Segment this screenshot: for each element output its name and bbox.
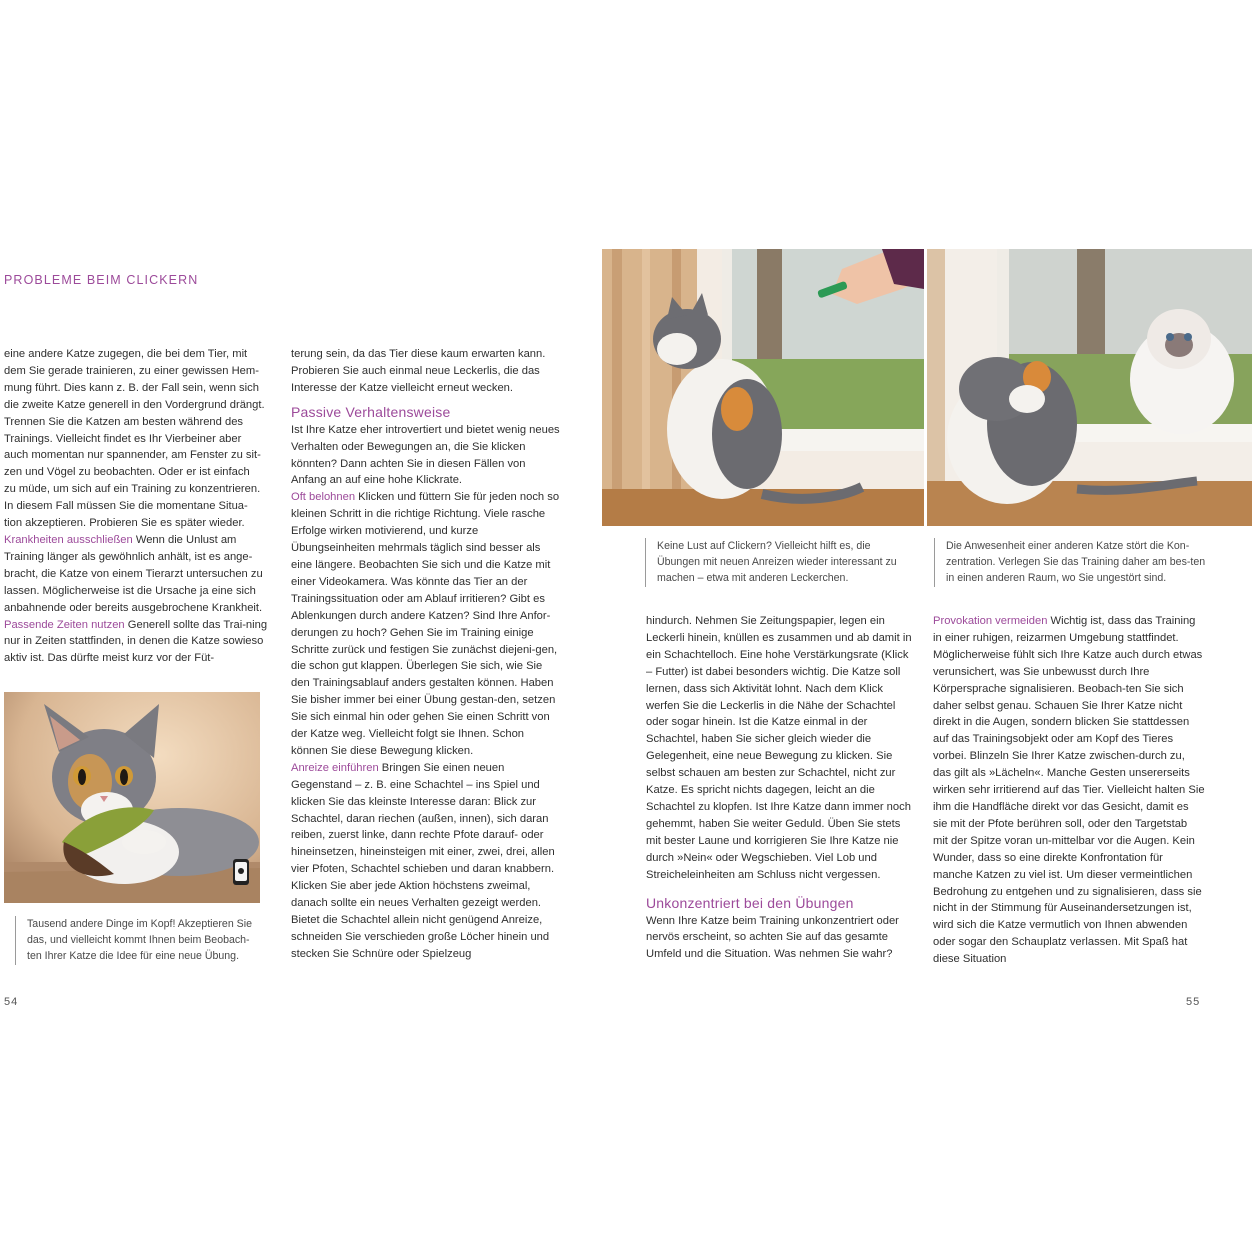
column2-top: terung sein, da das Tier diese kaum erwarten kann. Probieren Sie auch einmal neue Leckerlis, die das Interesse der Katze vielleicht erneut wecken.	[291, 348, 546, 394]
paragraph-text: Wenn die Unlust am Training länger als gewöhnlich anhält, ist es ange-bracht, die Katze von einem Tierarzt untersuchen zu lassen. Möglicherweise ist die Ursache ja eine sich anbahnende oder bereits ausgebrochene Krankheit.	[4, 533, 263, 614]
left-column-1	[4, 346, 272, 667]
info-icon	[233, 859, 249, 885]
line-8: zen und Vögel zu beobachten. Oder er ist einfach	[4, 466, 250, 479]
column1-paragraph-2	[4, 532, 272, 617]
paragraph-text: Bringen Sie einen neuen Gegenstand – z. B. eine Schachtel – ins Spiel und klicken Sie das kleinste Interesse daran: Blick zur Schachtel, daran riechen (außen, innen), sich daran reiben, zuerst linke, dann rechte Pfote darauf- oder hineinsetzen, hineinsteigen mit einer, zwei, drei, allen vier Pfoten, Schachtel schieben und daran knabbern. Klicken Sie aber jede Aktion höchstens zweimal, danach sollte ein neues Verhalten gezeigt werden. Bietet die Schachtel allein nicht genügend Anreize, schneiden Sie verschieden große Löcher hinein und stecken Sie Schnüre oder Spielzeug	[291, 761, 555, 960]
cat-treat-photo	[602, 249, 924, 526]
heading-unkonzentriert: Unkonzentriert bei den Übungen	[646, 894, 854, 911]
line-6: Trainings. Vielleicht findet es Ihr Vierbeiner aber	[4, 432, 242, 445]
caption-two-cats: Die Anwesenheit einer anderen Katze stört die Kon-zentration. Verlegen Sie das Training daher am bes-ten in einen anderen Raum, wo Sie ungestört sind.	[934, 538, 1208, 587]
section-label: PROBLEME BEIM CLICKERN	[4, 273, 199, 287]
lead-in: Oft belohnen	[291, 491, 356, 504]
caption-treat: Keine Lust auf Clickern? Vielleicht hilft es, die Übungen mit neuen Anreizen wieder interessant zu machen – etwa mit anderen Leckerchen.	[645, 538, 907, 587]
page-number-left: 54	[4, 996, 19, 1008]
two-cats-photo	[927, 249, 1252, 526]
paragraph-text: Generell sollte das Trai-ning nur in Zeiten stattfinden, in denen die Katze sowieso aktiv ist. Das dürfte meist kurz vor der Füt-	[4, 618, 268, 665]
line-10: In diesem Fall müssen Sie die momentane Situa-	[4, 500, 248, 513]
lead-in: Passende Zeiten nutzen	[4, 618, 125, 631]
column1-paragraph-3	[4, 617, 272, 668]
line-3: mung führt. Dies kann z. B. der Fall sein, wenn sich	[4, 381, 259, 394]
line-2: dem Sie gerade trainieren, zu einer gewissen Hem-	[4, 364, 259, 377]
right-column-2	[933, 613, 1205, 968]
lead-in: Provokation vermeiden	[933, 615, 1048, 627]
kitten-caption: Tausend andere Dinge im Kopf! Akzeptieren Sie das, und vielleicht kommt Ihnen beim Beobach-ten Ihrer Katze die Idee für eine neue Übung.	[15, 916, 262, 965]
page-number-right: 55	[1186, 996, 1201, 1008]
column1-paragraph-1	[4, 346, 272, 532]
heading-passive: Passive Verhaltensweise	[291, 403, 451, 420]
right-column-1	[646, 613, 914, 963]
paragraph-text: Klicken und füttern Sie für jeden noch so kleinen Schritt in die richtige Richtung. Viele rasche Erfolge wirken motivierend, und kurze Übungseinheiten mehrmals täglich sind besser als eine längere. Beobachten Sie sich und die Katze mit einer Videokamera. Was könnte das Tier an der Trainingssituation oder am Ablauf irritieren? Gibt es Ablenkungen durch andere Katzen? Sind Ihre Anfor-derungen zu hoch? Gehen Sie im Training einige Schritte zurück und festigen Sie zunächst diejeni-gen, die schon gut klappen. Überlegen Sie sich, wie Sie den Trainingsablauf anders gestalten können. Haben Sie bisher immer bei einer Übung gestan-den, setzen Sie sich einmal hin oder gehen Sie einen Schritt von der Katze weg. Vielleicht folgt sie Ihnen. Schon können Sie diese Bewegung klicken.	[291, 491, 560, 757]
column3-paragraph-1: hindurch. Nehmen Sie Zeitungspapier, legen ein Leckerli hinein, knüllen es zusammen und ab damit in ein Schachtelloch. Eine hohe Verstärkungsrate (Klick – Futter) ist dabei besonders wichtig. Die Katze soll lernen, dass sich Aktivität lohnt. Nach dem Klick werfen Sie die Leckerlis in die Nähe der Schachtel oder sogar hinein. Ist die Katze einmal in der Schachtel, haben Sie sicher gleich wieder die Gelegenheit, eine neue Bewegung zu klicken. Sie selbst schauen am besten zur Schachtel, nicht zur Katze. Es spricht nichts dagegen, leicht an die Schachtel zu klopfen. Ist Ihre Katze dann immer noch gehemmt, haben Sie weiter Geduld. Üben Sie stets mit bester Laune und korrigieren Sie Ihre Katze nie durch »Nein« oder Wegschieben. Viel Lob und Streicheleinheiten am Schluss nicht vergessen.	[646, 615, 912, 881]
line-9: zu müde, um sich auf ein Training zu konzentrieren.	[4, 483, 261, 496]
column2-paragraph-1: Ist Ihre Katze eher introvertiert und bietet wenig neues Verhalten oder Bewegungen an, die Sie klicken könnten? Dann achten Sie in diesen Fällen von Anfang an auf eine hohe Klickrate.	[291, 423, 560, 487]
line-4: die zweite Katze generell in den Vordergrund drängt.	[4, 398, 265, 411]
column2-paragraph-3	[291, 760, 561, 963]
column4-paragraph	[933, 613, 1205, 968]
line-5: Trennen Sie die Katzen am besten während des	[4, 415, 244, 428]
lead-in: Krankheiten ausschließen	[4, 533, 133, 546]
left-column-2	[291, 346, 561, 963]
line-1: eine andere Katze zugegen, die bei dem Tier, mit	[4, 348, 248, 360]
line-7: auch momentan nur spannender, am Fenster zu sit-	[4, 449, 261, 462]
column2-paragraph-2	[291, 489, 561, 760]
kitten-photo	[4, 692, 260, 903]
column3-paragraph-2: Wenn Ihre Katze beim Training unkonzentriert oder nervös erscheint, so achten Sie auf das gesamte Umfeld und die Situation. Was nehmen Sie wahr?	[646, 914, 899, 961]
lead-in: Anreize einführen	[291, 761, 379, 774]
paragraph-text: Wichtig ist, dass das Training in einer ruhigen, reizarmen Umgebung stattfindet. Möglicherweise fühlt sich Ihre Katze auch durch etwas verunsichert, was Sie unbewusst durch Ihre Körpersprache signalisieren. Beobach-ten Sie sich daher selbst genau. Schauen Sie Ihrer Katze nicht direkt in die Augen, sondern blicken Sie stattdessen auf das Trainingsobjekt oder am Kopf des Tieres vorbei. Blinzeln Sie Ihrer Katze zwischen-durch zu, das gilt als »Lächeln«. Manche Gesten unsererseits wirken sehr irritierend auf das Tier. Vielleicht halten Sie ihm die Handfläche direkt vor das Gesicht, damit es sie mit der Pfote berühren soll, oder den Targetstab mit der Spitze voran un-mittelbar vor die Augen. Kein Wunder, dass so eine direkte Konfrontation für manche Katzen zu viel ist. Um dieser vermeintlichen Bedrohung zu entgehen und zu signalisieren, dass sie nicht in der Stimmung für Auseinandersetzungen ist, wird sich die Katze vermutlich von Ihnen abwenden oder sogar den Schauplatz verlassen. Mit Spaß hat diese Situation	[933, 615, 1205, 966]
line-11: tion akzeptieren. Probieren Sie es später wieder.	[4, 517, 245, 530]
